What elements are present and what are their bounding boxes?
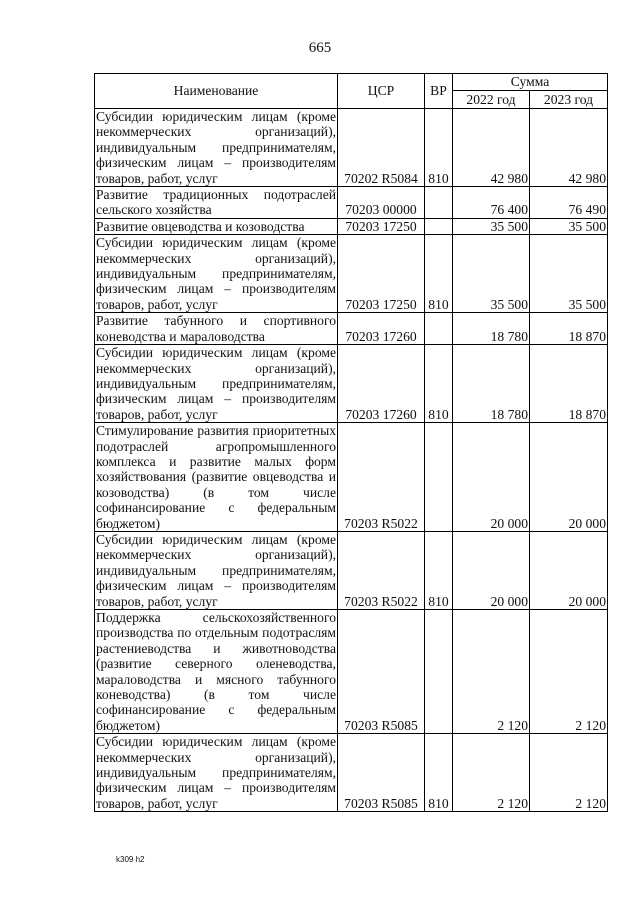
row-amount-2023-cell: 76 490 [530, 187, 608, 219]
row-vr-cell: 810 [425, 109, 453, 187]
table-row [95, 531, 608, 609]
row-amount-2022-cell: 35 500 [453, 235, 530, 313]
budget-table [94, 73, 608, 812]
table-row [95, 235, 608, 313]
row-csr-cell: 70202 R5084 [338, 109, 425, 187]
row-name-cell: Субсидии юридическим лицам (кроме некоммерческих организаций), индивидуальным предпринимателям, физическим лицам – производителям товаров, работ, услуг [96, 235, 336, 312]
row-csr-cell: 70203 17250 [338, 235, 425, 313]
row-amount-2022-cell: 18 780 [453, 313, 530, 345]
row-name-cell: Субсидии юридическим лицам (кроме некоммерческих организаций), индивидуальным предпринимателям, физическим лицам – производителям товаров, работ, услуг [96, 531, 336, 609]
row-amount-2022-cell: 20 000 [453, 531, 530, 609]
table-row [95, 109, 608, 187]
row-amount-2022-cell: 20 000 [453, 423, 530, 532]
row-csr-cell: 70203 17250 [338, 218, 425, 234]
row-csr-cell: 70203 17260 [338, 313, 425, 345]
row-name-cell: Развитие традиционных подотраслей сельского хозяйства [96, 187, 336, 218]
footer-code: k309 h2 [116, 855, 145, 864]
row-name-cell: Субсидии юридическим лицам (кроме некоммерческих организаций), индивидуальным предпринимателям, физическим лицам – производителям товаров, работ, услуг [96, 734, 336, 811]
row-csr-cell: 70203 R5022 [338, 423, 425, 532]
table-row [95, 218, 608, 234]
page-number: 665 [308, 40, 332, 56]
row-csr-cell: 70203 00000 [338, 187, 425, 219]
row-name-cell: Развитие овцеводства и козоводства [95, 218, 338, 234]
table-row [95, 345, 608, 423]
row-vr-cell [425, 313, 453, 345]
row-amount-2023-cell: 20 000 [530, 423, 608, 532]
row-amount-2023-cell: 2 120 [530, 610, 608, 734]
table-row [95, 187, 608, 219]
row-vr-cell: 810 [425, 734, 453, 812]
row-vr-cell [425, 610, 453, 734]
table-row [95, 734, 608, 812]
row-amount-2023-cell: 42 980 [530, 109, 608, 187]
table-row [95, 423, 608, 532]
header-name: Наименование [95, 74, 338, 109]
row-csr-cell: 70203 R5022 [338, 531, 425, 609]
row-name-cell: Развитие табунного и спортивного коневодства и мараловодства [96, 313, 336, 344]
header-sum: Сумма [453, 74, 608, 91]
row-amount-2022-cell: 18 780 [453, 345, 530, 423]
table-row [95, 313, 608, 345]
row-csr-cell: 70203 R5085 [338, 610, 425, 734]
row-vr-cell: 810 [425, 531, 453, 609]
row-amount-2023-cell: 35 500 [530, 218, 608, 234]
table-row [95, 610, 608, 734]
row-name-cell: Поддержка сельскохозяйственного производства по отдельным подотраслям растениеводства и животноводства (развитие северного оленеводства, мараловодства и мясного табунного коневодства) (в том числе софинансирование с федеральным бюджетом) [96, 610, 336, 733]
row-amount-2022-cell: 2 120 [453, 734, 530, 812]
row-vr-cell: 810 [425, 345, 453, 423]
header-year-2022: 2022 год [453, 91, 530, 109]
header-csr: ЦСР [338, 74, 425, 109]
row-amount-2022-cell: 35 500 [453, 218, 530, 234]
row-csr-cell: 70203 R5085 [338, 734, 425, 812]
header-vr: ВР [425, 74, 453, 109]
row-csr-cell: 70203 17260 [338, 345, 425, 423]
row-amount-2023-cell: 35 500 [530, 235, 608, 313]
row-vr-cell: 810 [425, 235, 453, 313]
row-name-cell: Стимулирование развития приоритетных подотраслей агропромышленного комплекса и развитие малых форм хозяйствования (развитие овцеводства и козоводства) (в том числе софинансирование с федеральным бюджетом) [96, 423, 336, 531]
row-vr-cell [425, 423, 453, 532]
header-year-2023: 2023 год [530, 91, 608, 109]
row-amount-2023-cell: 18 870 [530, 313, 608, 345]
row-name-cell: Субсидии юридическим лицам (кроме некоммерческих организаций), индивидуальным предпринимателям, физическим лицам – производителям товаров, работ, услуг [96, 345, 336, 422]
row-amount-2022-cell: 76 400 [453, 187, 530, 219]
row-vr-cell [425, 187, 453, 219]
row-amount-2023-cell: 20 000 [530, 531, 608, 609]
row-vr-cell [425, 218, 453, 234]
row-name-cell: Субсидии юридическим лицам (кроме некоммерческих организаций), индивидуальным предпринимателям, физическим лицам – производителям товаров, работ, услуг [96, 109, 336, 186]
row-amount-2023-cell: 18 870 [530, 345, 608, 423]
row-amount-2023-cell: 2 120 [530, 734, 608, 812]
row-amount-2022-cell: 2 120 [453, 610, 530, 734]
row-amount-2022-cell: 42 980 [453, 109, 530, 187]
